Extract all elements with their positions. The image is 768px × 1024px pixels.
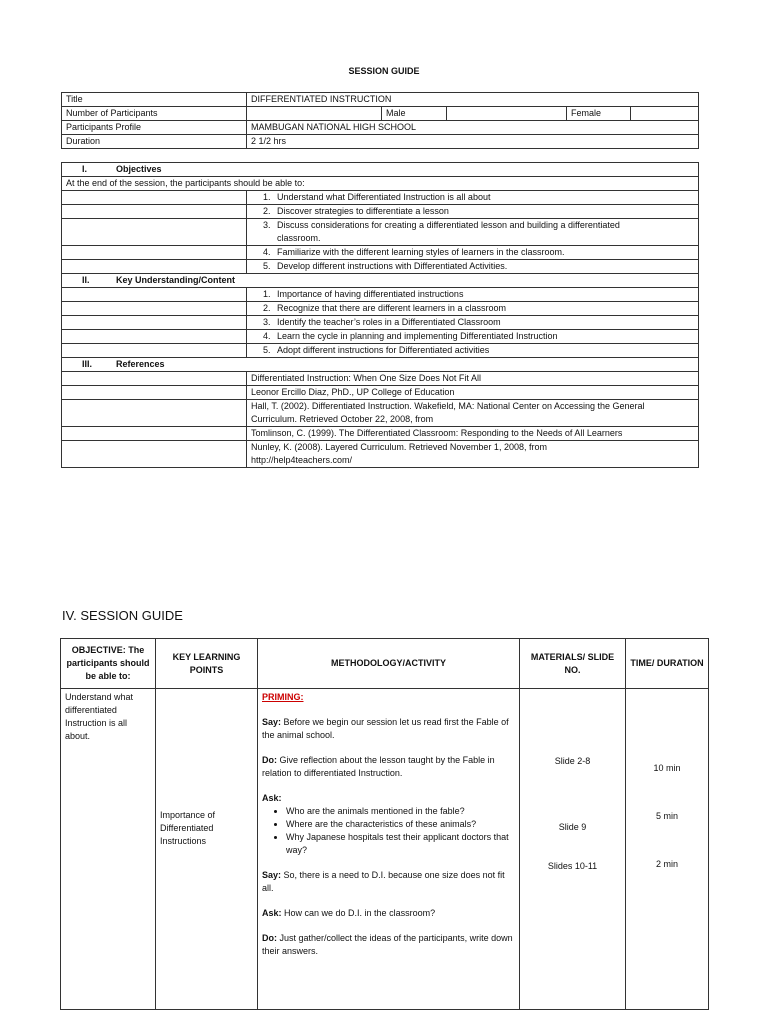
duration-value: 2 1/2 hrs	[247, 135, 699, 149]
title-label: Title	[62, 93, 247, 107]
session-guide-heading: IV. SESSION GUIDE	[62, 608, 183, 623]
key-item: 3. Identify the teacher’s roles in a Differentiated Classroom	[247, 316, 699, 330]
objective-item: 3. Discuss considerations for creating a differentiated lesson and building a differentiated classroom.	[247, 219, 699, 246]
objective-cell: Understand what differentiated Instruction is all about.	[61, 689, 156, 1010]
ask-2: Ask: How can we do D.I. in the classroom?	[262, 908, 436, 918]
references-heading: III. References	[62, 358, 699, 372]
info-table	[61, 92, 699, 149]
ask-item: • Who are the animals mentioned in the fable?	[286, 805, 515, 818]
do-1: Do: Give reflection about the lesson taught by the Fable in relation to differentiated Instruction.	[262, 755, 495, 778]
ask-item: • Why Japanese hospitals test their applicant doctors that way?	[286, 831, 515, 857]
ask-item: • Where are the characteristics of these animals?	[286, 818, 515, 831]
profile-label: Participants Profile	[62, 121, 247, 135]
session-table	[60, 638, 709, 1010]
title-value: DIFFERENTIATED INSTRUCTION	[247, 93, 699, 107]
time-item: 5 min	[655, 811, 678, 821]
reference-item: Leonor Ercillo Diaz, PhD., UP College of Education	[247, 386, 699, 400]
key-heading: II. Key Understanding/Content	[62, 274, 699, 288]
ask-list	[262, 805, 515, 857]
objective-item: 1. Understand what Differentiated Instruction is all about	[247, 191, 699, 205]
material-item: Slides 10-11	[547, 861, 598, 871]
key-item: 5. Adopt different instructions for Differentiated activities	[247, 344, 699, 358]
ask-1-label: Ask:	[262, 793, 282, 803]
col-objective-header: OBJECTIVE: The participants should be able to:	[61, 639, 156, 689]
reference-item: Nunley, K. (2008). Layered Curriculum. Retrieved November 1, 2008, from http://help4teachers.com/	[247, 441, 699, 468]
male-label: Male	[382, 107, 447, 121]
reference-item: Tomlinson, C. (1999). The Differentiated Classroom: Responding to the Needs of All Learners	[247, 427, 699, 441]
objectives-heading: I. Objectives	[62, 163, 699, 177]
objective-item: 2. Discover strategies to differentiate a lesson	[247, 205, 699, 219]
do-2: Do: Just gather/collect the ideas of the participants, write down their answers.	[262, 933, 513, 956]
col-materials-header: MATERIALS/ SLIDE NO.	[520, 639, 626, 689]
key-item: 1. Importance of having differentiated instructions	[247, 288, 699, 302]
key-item: 4. Learn the cycle in planning and implementing Differentiated Instruction	[247, 330, 699, 344]
col-key-points-header: KEY LEARNING POINTS	[156, 639, 258, 689]
duration-label: Duration	[62, 135, 247, 149]
time-item: 10 min	[653, 763, 681, 773]
objectives-intro: At the end of the session, the participants should be able to:	[62, 177, 699, 191]
say-1: Say: Before we begin our session let us read first the Fable of the animal school.	[262, 717, 509, 740]
time-cell	[626, 689, 709, 1010]
profile-value: MAMBUGAN NATIONAL HIGH SCHOOL	[247, 121, 699, 135]
outline-table	[61, 162, 699, 468]
objective-item: 4. Familiarize with the different learning styles of learners in the classroom.	[247, 246, 699, 260]
say-2: Say: So, there is a need to D.I. because one size does not fit all.	[262, 870, 505, 893]
key-point-cell: Importance of Differentiated Instructions	[156, 689, 258, 1010]
material-item: Slide 2-8	[554, 756, 591, 766]
document-title: SESSION GUIDE	[348, 66, 420, 76]
key-item: 2. Recognize that there are different learners in a classroom	[247, 302, 699, 316]
objective-item: 5. Develop different instructions with Differentiated Activities.	[247, 260, 699, 274]
participants-label: Number of Participants	[62, 107, 247, 121]
female-label: Female	[567, 107, 631, 121]
time-item: 2 min	[655, 859, 678, 869]
material-item: Slide 9	[558, 822, 587, 832]
reference-item: Differentiated Instruction: When One Size Does Not Fit All	[247, 372, 699, 386]
col-time-header: TIME/ DURATION	[626, 639, 709, 689]
priming-label: PRIMING:	[262, 692, 304, 702]
methodology-cell	[258, 689, 520, 1010]
materials-cell	[520, 689, 626, 1010]
reference-item: Hall, T. (2002). Differentiated Instruction. Wakefield, MA: National Center on Accessing the General Curriculum. Retrieved October 22, 2008, from	[247, 400, 699, 427]
col-methodology-header: METHODOLOGY/ACTIVITY	[258, 639, 520, 689]
